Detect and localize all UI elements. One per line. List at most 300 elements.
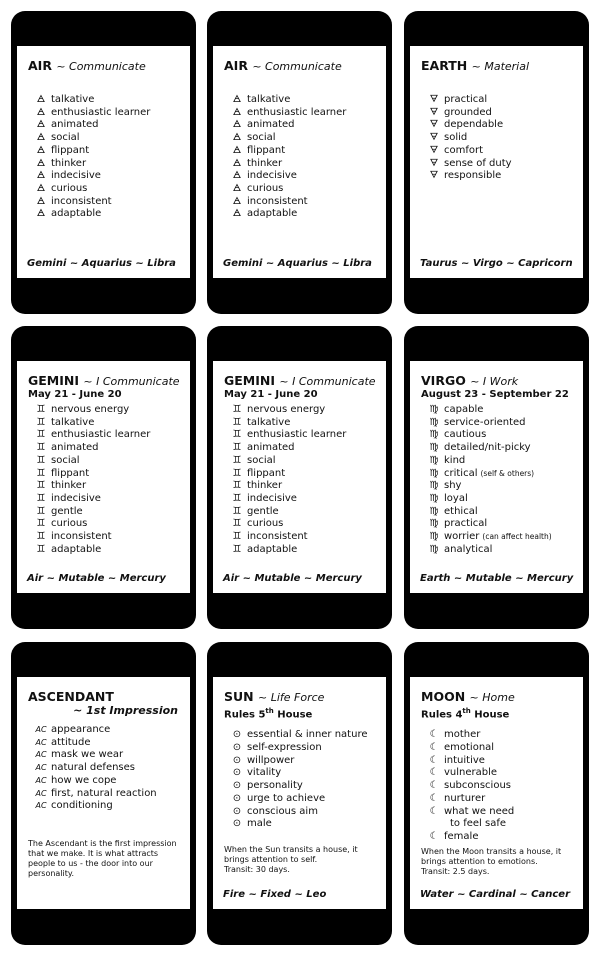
trait-item: [229, 119, 376, 132]
trait-item: [229, 196, 376, 209]
trait-label: critical: [444, 467, 478, 479]
card-face: [410, 361, 583, 593]
trait-label: how we cope: [51, 774, 117, 786]
trait-item: [229, 455, 376, 468]
card-title: GEMINI ~ I Communicate: [224, 373, 376, 388]
trait-item: [426, 831, 573, 844]
trait-label: male: [247, 818, 272, 830]
trait-item: [229, 780, 376, 793]
trait-label: social: [247, 454, 276, 466]
trait-label: curious: [51, 182, 88, 194]
trait-item: [229, 208, 376, 221]
zodiac-symbol-icon: 🜁: [36, 208, 46, 220]
trait-label: nervous energy: [51, 404, 130, 415]
trait-label: intuitive: [444, 754, 485, 766]
zodiac-symbol-icon: 🜁: [36, 195, 46, 207]
card-face: [410, 46, 583, 278]
zodiac-symbol-icon: ⊙: [232, 780, 242, 792]
trait-item: [426, 145, 573, 158]
zodiac-symbol-icon: ☾: [429, 830, 439, 842]
trait-item: [33, 417, 180, 430]
trait-label: thinker: [51, 157, 87, 169]
trait-item: [229, 480, 376, 493]
trait-label: talkative: [51, 94, 95, 105]
card-title: VIRGO ~ I Work: [421, 373, 519, 388]
zodiac-symbol-icon: ♊: [36, 442, 46, 454]
trait-item: [426, 767, 573, 780]
trait-item: [33, 107, 180, 120]
card-face: [213, 361, 386, 593]
trait-item: [33, 208, 180, 221]
trait-label: first, natural reaction: [51, 787, 157, 799]
trait-item: [426, 506, 573, 519]
trait-item: [33, 506, 180, 519]
trait-item: [426, 158, 573, 171]
zodiac-symbol-icon: 🜁: [36, 170, 46, 182]
zodiac-symbol-icon: ♊: [36, 429, 46, 441]
trait-item: [229, 468, 376, 481]
card-face: [17, 361, 190, 593]
trait-label: adaptable: [51, 208, 102, 220]
trait-label: thinker: [247, 480, 283, 492]
trait-item: [229, 442, 376, 455]
trait-item: [33, 196, 180, 209]
zodiac-symbol-icon: 🜁: [232, 132, 242, 144]
trait-label: enthusiastic learner: [247, 429, 347, 441]
trait-label: kind: [444, 454, 466, 466]
zodiac-symbol-icon: ♊: [36, 480, 46, 492]
trait-label: animated: [247, 442, 295, 454]
trait-list: [426, 729, 573, 843]
trait-item: [229, 183, 376, 196]
trait-item: [33, 775, 180, 788]
trait-item: [426, 468, 573, 481]
zodiac-symbol-icon: AC: [35, 737, 47, 747]
zodiac-symbol-icon: ♍: [429, 492, 439, 504]
card-rules: Rules 5th House: [224, 707, 313, 721]
zodiac-symbol-icon: 🜁: [36, 106, 46, 118]
trait-item: [229, 170, 376, 183]
zodiac-symbol-icon: ☾: [429, 729, 439, 741]
card-air-1: [11, 11, 196, 314]
trait-item: [33, 183, 180, 196]
trait-item: [426, 480, 573, 493]
trait-label: curious: [247, 518, 284, 530]
trait-label: comfort: [444, 144, 484, 156]
trait-label: nervous energy: [247, 404, 326, 415]
trait-label: nurturer: [444, 792, 486, 804]
trait-item: [33, 158, 180, 171]
trait-label: thinker: [247, 157, 283, 169]
zodiac-symbol-icon: ♊: [232, 531, 242, 543]
trait-list: [229, 729, 376, 831]
zodiac-symbol-icon: ♊: [232, 404, 242, 415]
trait-item: [426, 455, 573, 468]
zodiac-symbol-icon: 🜁: [232, 144, 242, 156]
card-date: May 21 - June 20: [28, 389, 122, 400]
trait-item: [426, 417, 573, 430]
trait-item: [426, 429, 573, 442]
trait-label: curious: [51, 518, 88, 530]
zodiac-symbol-icon: ⊙: [232, 805, 242, 817]
trait-label: emotional: [444, 742, 495, 754]
trait-item: [33, 442, 180, 455]
trait-label: to feel safe: [450, 818, 507, 830]
zodiac-symbol-icon: AC: [35, 725, 47, 734]
trait-label: thinker: [51, 480, 87, 492]
card-face: [17, 46, 190, 278]
zodiac-symbol-icon: AC: [35, 801, 47, 811]
trait-item: [229, 518, 376, 531]
trait-label: flippant: [51, 467, 90, 479]
zodiac-symbol-icon: ♊: [36, 492, 46, 504]
trait-label: talkative: [51, 416, 95, 428]
zodiac-symbol-icon: ♊: [232, 543, 242, 555]
trait-item: [229, 818, 376, 831]
zodiac-symbol-icon: ♍: [429, 505, 439, 517]
card-subtitle: ~ 1st Impression: [73, 704, 178, 717]
card-moon: [404, 642, 589, 945]
trait-label: talkative: [247, 416, 291, 428]
trait-label: flippant: [51, 144, 90, 156]
trait-item: [426, 729, 573, 742]
zodiac-symbol-icon: ♊: [36, 404, 46, 415]
card-gemini-1: [11, 326, 196, 629]
trait-item: [33, 762, 180, 775]
trait-label: practical: [444, 518, 488, 530]
trait-item: [229, 806, 376, 819]
trait-label: natural defenses: [51, 762, 136, 774]
zodiac-symbol-icon: AC: [35, 750, 47, 760]
card-footer: Air ~ Mutable ~ Mercury: [223, 573, 362, 584]
trait-label: animated: [51, 442, 99, 454]
zodiac-symbol-icon: 🜃: [429, 157, 439, 169]
trait-label: ethical: [444, 505, 478, 517]
trait-label: adaptable: [247, 208, 298, 220]
card-gemini-2: [207, 326, 392, 629]
trait-label: indecisive: [51, 492, 101, 504]
trait-item: [426, 119, 573, 132]
trait-item: [229, 493, 376, 506]
trait-label: self-expression: [247, 742, 322, 754]
trait-label: conscious aim: [247, 805, 318, 817]
trait-item: [229, 107, 376, 120]
card-description: When the Sun transits a house, it brings attention to self. Transit: 30 days.: [224, 844, 358, 874]
zodiac-symbol-icon: 🜁: [232, 119, 242, 131]
card-face: [410, 677, 583, 909]
card-footer: Gemini ~ Aquarius ~ Libra: [223, 258, 372, 269]
trait-item: [33, 531, 180, 544]
trait-label: mother: [444, 729, 481, 741]
trait-label: vulnerable: [444, 767, 498, 779]
trait-list: [33, 724, 180, 813]
trait-label: inconsistent: [51, 195, 112, 207]
trait-label: adaptable: [51, 543, 102, 555]
zodiac-symbol-icon: 🜁: [36, 157, 46, 169]
trait-item: [33, 170, 180, 183]
trait-label: inconsistent: [247, 531, 308, 543]
trait-label: what we need: [444, 805, 515, 817]
trait-label: social: [247, 132, 276, 144]
card-virgo: [404, 326, 589, 629]
card-footer: Earth ~ Mutable ~ Mercury: [420, 573, 574, 584]
zodiac-symbol-icon: ♊: [232, 505, 242, 517]
zodiac-symbol-icon: 🜁: [36, 182, 46, 194]
trait-label: female: [444, 830, 479, 842]
zodiac-symbol-icon: 🜃: [429, 119, 439, 131]
trait-label: indecisive: [247, 492, 297, 504]
zodiac-symbol-icon: 🜃: [429, 170, 439, 182]
trait-label: enthusiastic learner: [51, 106, 151, 118]
trait-item: [426, 531, 573, 544]
card-title: SUN ~ Life Force: [224, 689, 325, 704]
zodiac-symbol-icon: AC: [35, 788, 47, 798]
trait-label: flippant: [247, 144, 286, 156]
zodiac-symbol-icon: AC: [35, 763, 47, 773]
trait-label: practical: [444, 94, 488, 105]
trait-label: talkative: [247, 94, 291, 105]
zodiac-symbol-icon: ♍: [429, 480, 439, 492]
zodiac-symbol-icon: ♍: [429, 531, 439, 543]
card-ascendant: [11, 642, 196, 945]
trait-label: conditioning: [51, 800, 113, 812]
zodiac-symbol-icon: ♊: [232, 518, 242, 530]
zodiac-symbol-icon: 🜁: [232, 208, 242, 220]
trait-item: [426, 755, 573, 768]
card-date: May 21 - June 20: [224, 389, 318, 400]
trait-item: [33, 404, 180, 417]
trait-item: [33, 544, 180, 557]
trait-item: [229, 145, 376, 158]
trait-item: [426, 442, 573, 455]
trait-item: [426, 544, 573, 557]
trait-label: gentle: [247, 505, 279, 517]
card-date: August 23 - September 22: [421, 389, 569, 400]
trait-note: (self & others): [480, 468, 535, 478]
card-title: AIR ~ Communicate: [28, 58, 146, 73]
zodiac-symbol-icon: ⊙: [232, 729, 242, 741]
trait-label: worrier: [444, 531, 480, 543]
zodiac-symbol-icon: ⊙: [232, 767, 242, 779]
trait-label: social: [51, 454, 80, 466]
trait-item: [426, 780, 573, 793]
trait-item: [426, 170, 573, 183]
trait-item: [33, 145, 180, 158]
trait-item: [426, 132, 573, 145]
zodiac-symbol-icon: ♊: [36, 543, 46, 555]
trait-item: [229, 729, 376, 742]
zodiac-symbol-icon: 🜁: [232, 182, 242, 194]
trait-item: [229, 506, 376, 519]
zodiac-symbol-icon: 🜃: [429, 144, 439, 156]
trait-list: [33, 404, 180, 556]
trait-item: [426, 518, 573, 531]
trait-label: loyal: [444, 492, 468, 504]
trait-item: [229, 158, 376, 171]
card-title: AIR ~ Communicate: [224, 58, 342, 73]
trait-item: [229, 404, 376, 417]
trait-list: [426, 404, 573, 556]
trait-item: [229, 132, 376, 145]
zodiac-symbol-icon: ♊: [36, 416, 46, 428]
trait-list: [229, 404, 376, 556]
trait-list: [33, 94, 180, 221]
trait-item: [33, 737, 180, 750]
trait-label: gentle: [51, 505, 83, 517]
zodiac-symbol-icon: ☾: [429, 805, 439, 817]
trait-label: essential & inner nature: [247, 729, 368, 741]
card-face: [213, 46, 386, 278]
trait-label: flippant: [247, 467, 286, 479]
trait-label: urge to achieve: [247, 792, 326, 804]
trait-label: enthusiastic learner: [51, 429, 151, 441]
trait-item: [33, 493, 180, 506]
zodiac-symbol-icon: ♊: [36, 518, 46, 530]
zodiac-symbol-icon: 🜁: [36, 94, 46, 105]
card-rules: Rules 4th House: [421, 707, 510, 721]
trait-label: detailed/nit-picky: [444, 442, 531, 454]
zodiac-symbol-icon: 🜁: [232, 106, 242, 118]
trait-label: service-oriented: [444, 416, 526, 428]
trait-item: [229, 742, 376, 755]
zodiac-symbol-icon: ♊: [232, 454, 242, 466]
card-footer: Water ~ Cardinal ~ Cancer: [420, 889, 571, 900]
trait-item: [33, 119, 180, 132]
card-sun: [207, 642, 392, 945]
zodiac-symbol-icon: ♊: [232, 429, 242, 441]
trait-item: [229, 429, 376, 442]
trait-item: [33, 749, 180, 762]
zodiac-symbol-icon: ☾: [429, 780, 439, 792]
trait-item: [229, 767, 376, 780]
trait-item: [426, 493, 573, 506]
trait-item: [33, 455, 180, 468]
card-description: When the Moon transits a house, it brings attention to emotions. Transit: 2.5 days.: [421, 846, 562, 876]
zodiac-symbol-icon: ⊙: [232, 754, 242, 766]
zodiac-symbol-icon: ☾: [429, 754, 439, 766]
zodiac-symbol-icon: ♍: [429, 429, 439, 441]
trait-item: [426, 806, 573, 819]
trait-item: [33, 800, 180, 813]
card-description: The Ascendant is the first impression that we make. It is what attracts people to us - the door into our personality.: [28, 838, 177, 878]
card-title: EARTH ~ Material: [421, 58, 530, 73]
trait-label: curious: [247, 182, 284, 194]
zodiac-symbol-icon: ♊: [36, 531, 46, 543]
trait-item: [33, 518, 180, 531]
card-title: GEMINI ~ I Communicate: [28, 373, 180, 388]
zodiac-symbol-icon: 🜁: [232, 157, 242, 169]
zodiac-symbol-icon: AC: [35, 775, 47, 785]
trait-label: appearance: [51, 724, 111, 735]
trait-item: [426, 107, 573, 120]
trait-item: [33, 480, 180, 493]
trait-label: grounded: [444, 106, 492, 118]
trait-item: [426, 742, 573, 755]
trait-label: responsible: [444, 170, 502, 182]
trait-label: vitality: [247, 767, 282, 779]
zodiac-symbol-icon: ♍: [429, 543, 439, 555]
trait-label: shy: [444, 480, 462, 492]
trait-list: [229, 94, 376, 221]
trait-label: dependable: [444, 119, 504, 131]
trait-item: [33, 788, 180, 801]
trait-label: personality: [247, 780, 303, 792]
zodiac-symbol-icon: 🜃: [429, 132, 439, 144]
trait-label: attitude: [51, 736, 91, 748]
zodiac-symbol-icon: ♊: [36, 454, 46, 466]
trait-label: mask we wear: [51, 749, 124, 761]
zodiac-symbol-icon: ⊙: [232, 792, 242, 804]
trait-label: enthusiastic learner: [247, 106, 347, 118]
trait-item: [229, 793, 376, 806]
zodiac-symbol-icon: 🜁: [36, 132, 46, 144]
card-earth: [404, 11, 589, 314]
trait-item: [229, 417, 376, 430]
zodiac-symbol-icon: ⊙: [232, 818, 242, 830]
card-face: [17, 677, 190, 909]
zodiac-symbol-icon: ♍: [429, 442, 439, 454]
trait-item: [33, 94, 180, 107]
zodiac-symbol-icon: ♊: [36, 467, 46, 479]
trait-label: social: [51, 132, 80, 144]
card-footer: Air ~ Mutable ~ Mercury: [27, 573, 166, 584]
trait-item: [426, 818, 573, 831]
zodiac-symbol-icon: ♍: [429, 467, 439, 479]
zodiac-symbol-icon: ☾: [429, 767, 439, 779]
trait-label: subconscious: [444, 780, 512, 792]
zodiac-symbol-icon: 🜁: [232, 195, 242, 207]
card-title: ASCENDANT: [28, 689, 114, 704]
trait-label: solid: [444, 132, 468, 144]
zodiac-symbol-icon: 🜁: [232, 170, 242, 182]
trait-item: [229, 544, 376, 557]
trait-list: [426, 94, 573, 183]
zodiac-symbol-icon: ♊: [232, 416, 242, 428]
trait-item: [426, 404, 573, 417]
trait-label: animated: [247, 119, 295, 131]
trait-label: capable: [444, 404, 484, 415]
trait-label: analytical: [444, 543, 493, 555]
zodiac-symbol-icon: ♍: [429, 454, 439, 466]
trait-label: inconsistent: [51, 531, 112, 543]
trait-note: (can affect health): [482, 532, 552, 542]
trait-label: indecisive: [51, 170, 101, 182]
zodiac-symbol-icon: 🜁: [36, 119, 46, 131]
card-footer: Gemini ~ Aquarius ~ Libra: [27, 258, 176, 269]
trait-label: willpower: [247, 754, 295, 766]
trait-label: adaptable: [247, 543, 298, 555]
trait-label: indecisive: [247, 170, 297, 182]
zodiac-symbol-icon: 🜃: [429, 94, 439, 105]
card-footer: Taurus ~ Virgo ~ Capricorn: [420, 258, 573, 269]
zodiac-symbol-icon: ♍: [429, 404, 439, 415]
zodiac-symbol-icon: ♊: [232, 442, 242, 454]
trait-label: sense of duty: [444, 157, 512, 169]
zodiac-symbol-icon: ♊: [36, 505, 46, 517]
card-air-2: [207, 11, 392, 314]
zodiac-symbol-icon: 🜁: [232, 94, 242, 105]
trait-item: [229, 94, 376, 107]
zodiac-symbol-icon: ☾: [429, 792, 439, 804]
zodiac-symbol-icon: ♊: [232, 480, 242, 492]
trait-item: [33, 429, 180, 442]
trait-item: [33, 468, 180, 481]
zodiac-symbol-icon: ♊: [232, 467, 242, 479]
trait-item: [229, 755, 376, 768]
zodiac-symbol-icon: 🜃: [429, 106, 439, 118]
card-title: MOON ~ Home: [421, 689, 515, 704]
zodiac-symbol-icon: ♍: [429, 416, 439, 428]
